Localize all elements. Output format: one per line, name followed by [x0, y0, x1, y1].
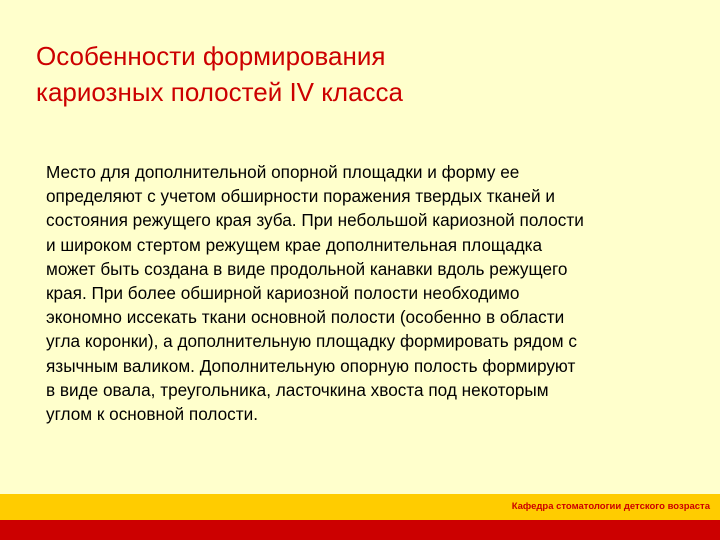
body-line: язычным валиком. Дополнительную опорную полость формируют	[46, 355, 576, 376]
body-line: в виде овала, треугольника, ласточкина хвоста под некоторым	[46, 379, 549, 400]
slide-title-line: кариозных полостей IV класса	[36, 77, 404, 107]
footer-red-band	[0, 520, 720, 540]
body-line: угла коронки), а дополнительную площадку формировать рядом с	[46, 331, 577, 352]
footer-yellow-band	[0, 494, 720, 520]
body-line: и широком стертом режущем крае дополнительная площадка	[46, 234, 543, 255]
slide-title	[36, 38, 686, 110]
body-line: края. При более обширной кариозной полости необходимо	[46, 283, 520, 304]
body-line: Место для дополнительной опорной площадки и форму ее	[46, 162, 520, 182]
slide-body-text	[46, 160, 686, 426]
slide-title-line: Особенности формирования	[36, 41, 386, 71]
footer-department-label: Кафедра стоматологии детского возраста	[511, 501, 710, 512]
body-line: состояния режущего края зуба. При небольшой кариозной полости	[46, 210, 584, 231]
body-line: может быть создана в виде продольной канавки вдоль режущего	[46, 258, 568, 279]
body-line: углом к основной полости.	[46, 404, 259, 425]
body-line: экономно иссекать ткани основной полости (особенно в области	[46, 307, 565, 328]
body-line: определяют с учетом обширности поражения твердых тканей и	[46, 186, 555, 207]
